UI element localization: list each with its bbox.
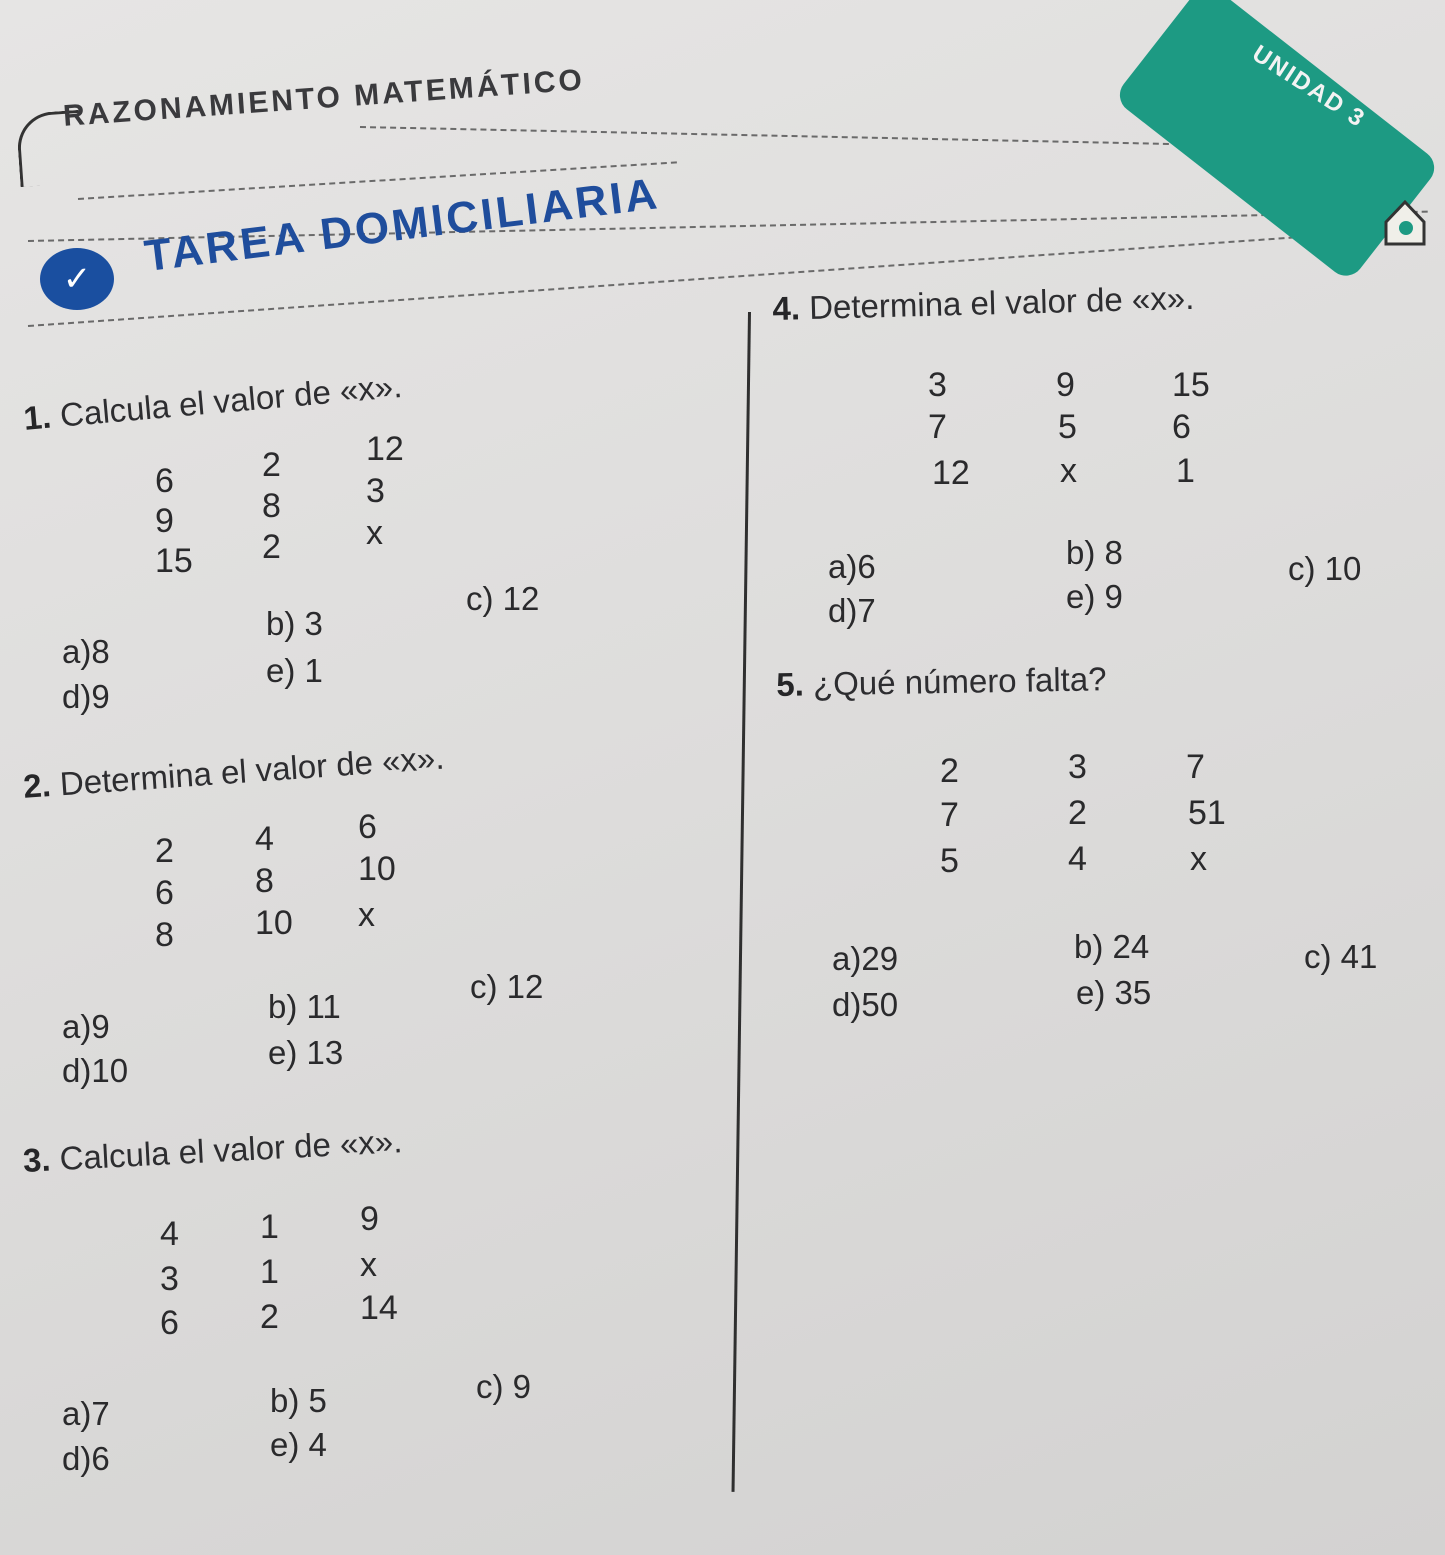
grid-cell: 1 (260, 1253, 279, 1291)
grid-cell: 12 (932, 454, 970, 492)
grid-cell: 7 (1186, 748, 1205, 786)
grid-cell: x (366, 514, 383, 552)
option-a: a)6 (828, 548, 876, 585)
option-d: d)7 (828, 592, 876, 629)
problem-text: Calcula el valor de «x». (58, 366, 404, 434)
grid-cell: 2 (155, 832, 174, 870)
grid-cell: x (1060, 452, 1077, 490)
unit-label: UNIDAD 3 (1247, 40, 1371, 134)
grid-cell: 15 (1172, 366, 1210, 404)
problem-5-prompt (776, 660, 1107, 704)
problem-number: 3. (22, 1140, 52, 1179)
grid-cell: 10 (358, 850, 396, 888)
grid-cell: 9 (155, 502, 174, 540)
grid-cell: 4 (1068, 840, 1087, 878)
column-divider (732, 312, 751, 1492)
grid-cell: 5 (940, 842, 959, 880)
option-d: d)9 (62, 678, 110, 715)
grid-cell: 15 (155, 542, 193, 580)
check-icon: ✓ (40, 248, 114, 310)
option-b: b) 24 (1074, 928, 1150, 965)
grid-cell: 1 (1176, 452, 1195, 490)
option-d: d)10 (62, 1052, 129, 1089)
problem-4-prompt (772, 279, 1195, 328)
problem-number: 1. (22, 397, 53, 437)
grid-cell: 3 (160, 1260, 179, 1298)
grid-cell: 6 (160, 1304, 179, 1342)
grid-cell: 9 (360, 1200, 379, 1238)
problem-text: ¿Qué número falta? (812, 660, 1107, 703)
option-e: e) 13 (268, 1034, 344, 1071)
problem-text: Determina el valor de «x». (58, 738, 446, 803)
problem-1-prompt (22, 367, 404, 438)
option-a: a)9 (62, 1008, 110, 1045)
grid-cell: 4 (255, 820, 274, 858)
option-c: c) 12 (466, 580, 540, 617)
grid-cell: 7 (928, 408, 947, 446)
option-b: b) 11 (268, 988, 341, 1025)
grid-cell: x (358, 896, 375, 934)
grid-cell: 14 (360, 1289, 398, 1327)
option-c: c) 9 (476, 1368, 532, 1405)
option-a: a)29 (832, 940, 899, 977)
problem-text: Calcula el valor de «x». (58, 1122, 404, 1178)
grid-cell: x (1190, 840, 1207, 878)
grid-cell: 8 (155, 916, 174, 954)
grid-cell: 6 (155, 462, 174, 500)
grid-cell: 4 (160, 1215, 179, 1253)
option-e: e) 35 (1076, 974, 1152, 1011)
grid-cell: x (360, 1246, 377, 1284)
grid-cell: 5 (1058, 408, 1077, 446)
option-b: b) 8 (1066, 534, 1123, 571)
grid-cell: 10 (255, 904, 293, 942)
grid-cell: 12 (366, 430, 404, 468)
grid-cell: 3 (366, 472, 385, 510)
problem-2-prompt (22, 739, 446, 806)
option-b: b) 3 (266, 605, 323, 642)
option-c: c) 10 (1288, 550, 1362, 587)
grid-cell: 1 (260, 1208, 279, 1246)
option-c: c) 41 (1304, 938, 1378, 975)
house-icon (1382, 196, 1428, 248)
grid-cell: 6 (358, 808, 377, 846)
grid-cell: 51 (1188, 794, 1226, 832)
subject-title: RAZONAMIENTO MATEMÁTICO (62, 63, 586, 133)
problem-number: 2. (22, 766, 53, 805)
grid-cell: 2 (260, 1298, 279, 1336)
problem-3-prompt (22, 1122, 403, 1180)
option-e: e) 1 (266, 652, 323, 689)
grid-cell: 7 (940, 796, 959, 834)
option-a: a)7 (62, 1395, 110, 1432)
problem-number: 4. (772, 289, 801, 327)
grid-cell: 2 (262, 528, 281, 566)
option-d: d)50 (832, 986, 899, 1023)
option-e: e) 9 (1066, 578, 1123, 615)
option-d: d)6 (62, 1440, 110, 1477)
grid-cell: 8 (262, 487, 281, 525)
option-c: c) 12 (470, 968, 544, 1005)
option-a: a)8 (62, 633, 110, 670)
grid-cell: 2 (1068, 794, 1087, 832)
grid-cell: 6 (1172, 408, 1191, 446)
grid-cell: 6 (155, 874, 174, 912)
grid-cell: 3 (1068, 748, 1087, 786)
grid-cell: 8 (255, 862, 274, 900)
option-e: e) 4 (270, 1426, 327, 1463)
homework-title: TAREA DOMICILIARIA (141, 169, 663, 282)
problem-text: Determina el valor de «x». (808, 278, 1195, 327)
grid-cell: 3 (928, 366, 947, 404)
grid-cell: 2 (940, 752, 959, 790)
grid-cell: 9 (1056, 366, 1075, 404)
option-b: b) 5 (270, 1382, 327, 1419)
problem-number: 5. (776, 665, 805, 703)
grid-cell: 2 (262, 446, 281, 484)
